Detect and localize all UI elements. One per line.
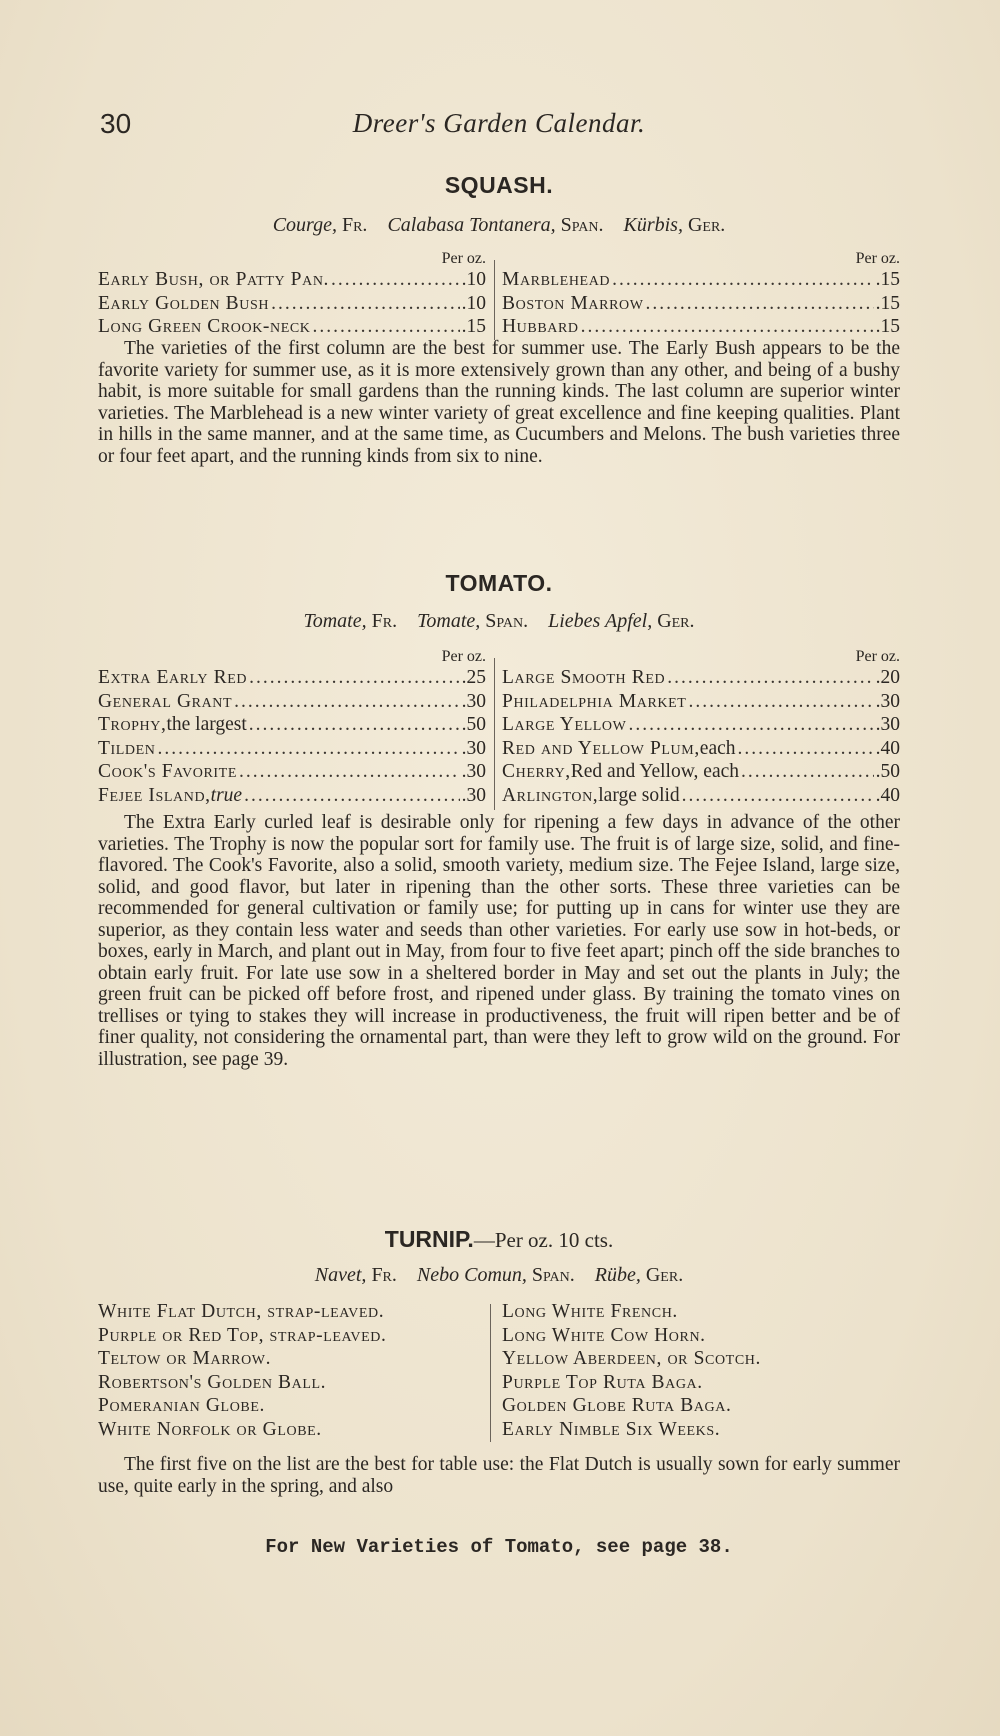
- variety-name: Marblehead: [502, 269, 611, 290]
- column-divider: [494, 260, 495, 340]
- variety-name: Early Bush, or Patty Pan.: [98, 269, 330, 290]
- turnip-lang-fr: Fr.: [371, 1264, 397, 1286]
- variety-note: large solid: [598, 784, 680, 806]
- list-item: Purple or Red Top, strap-leaved.: [98, 1324, 387, 1346]
- squash-lang-fr: Fr.: [341, 214, 368, 236]
- price-row: [502, 690, 900, 714]
- variety-note: the largest: [166, 714, 247, 735]
- squash-foreign-names: [98, 214, 900, 237]
- tomato-lang-fr: Fr.: [371, 610, 398, 632]
- variety-price: .30: [461, 784, 486, 806]
- leader-dots: [581, 315, 874, 339]
- price-row: [502, 713, 900, 737]
- leader-dots: [249, 666, 460, 690]
- leader-dots: [738, 737, 874, 761]
- column-divider: [490, 1304, 491, 1442]
- variety-name: Large Smooth Red: [502, 667, 666, 688]
- variety-price: .15: [461, 316, 486, 337]
- squash-price-table: [98, 250, 900, 340]
- variety-price: .15: [875, 269, 900, 290]
- page-number: 30: [100, 108, 132, 139]
- list-item: Golden Globe Ruta Baga.: [502, 1395, 732, 1416]
- per-oz-label: Per oz.: [441, 648, 486, 665]
- price-row: [502, 666, 900, 690]
- squash-name-span: Calabasa Tontanera,: [387, 214, 556, 236]
- turnip-lang-span: Span.: [531, 1264, 575, 1286]
- tomato-name-ger: Liebes Apfel,: [548, 610, 653, 632]
- turnip-name-ger: Rübe,: [594, 1264, 641, 1286]
- variety-name: Early Golden Bush: [98, 292, 270, 314]
- tomato-lang-ger: Ger.: [657, 610, 695, 632]
- price-row: [98, 315, 486, 339]
- list-item: White Norfolk or Globe.: [98, 1418, 322, 1440]
- variety-note: Red and Yellow, each: [570, 761, 740, 782]
- tomato-left-column: [98, 648, 486, 807]
- leader-dots: [313, 315, 460, 339]
- variety-price: .10: [461, 292, 486, 314]
- turnip-right-list: [502, 1300, 900, 1441]
- variety-name: Red and Yellow Plum,: [502, 737, 700, 759]
- variety-price: .50: [875, 761, 900, 782]
- squash-title: SQUASH.: [444, 172, 554, 198]
- price-row: [98, 292, 486, 316]
- turnip-left-list: [98, 1300, 484, 1441]
- variety-note: each: [699, 737, 736, 759]
- tomato-name-fr: Tomate,: [303, 610, 367, 632]
- price-row: [502, 292, 900, 316]
- list-item: Yellow Aberdeen, or Scotch.: [502, 1348, 761, 1369]
- turnip-heading: [98, 1226, 900, 1253]
- price-row: [502, 784, 900, 808]
- variety-name: Long Green Crook-neck: [98, 316, 311, 337]
- leader-dots: [646, 292, 874, 316]
- variety-name: General Grant: [98, 690, 233, 712]
- leader-dots: [158, 737, 460, 761]
- variety-name: Extra Early Red: [98, 667, 248, 688]
- tomato-title: TOMATO.: [445, 570, 553, 596]
- variety-name: Fejee Island,: [98, 784, 211, 806]
- list-item: Long White Cow Horn.: [502, 1324, 706, 1346]
- list-item: Pomeranian Globe.: [98, 1395, 265, 1416]
- variety-price: .40: [875, 737, 900, 759]
- leader-dots: [271, 292, 460, 316]
- turnip-name-span: Nebo Comun,: [416, 1264, 527, 1286]
- variety-price: .20: [875, 667, 900, 688]
- tomato-description: The Extra Early curled leaf is desirable only for ripening a few days in advance of the other varieties. The Trophy is now the popular sort for family use. The fruit is of large size, solid, and fine-flavored. The Cook's Favorite, also a solid, smooth variety, medium size. The Fejee Island, large size, solid, and good flavor, but later in ripening than the other sorts. These three varieties can be recommended for general cultivation or family use; for putting up in cans for winter use they are superior, as they contain less water and seeds than other varieties. For early use sow in hot-beds, or boxes, early in March, and plant out in May, from four to five feet apart; pinch off the side branches to obtain early fruit. For late use sow in a sheltered border in May and set out the plants in July; the green fruit can be picked off before frost, and ripened under glass. By training the tomato vines on trellises or tying to stakes they will increase in productiveness, the fruit will ripen better and be of finer quality, not considering the ornamental part, than were they left to grow wild on the ground. For illustration, see page 39.: [98, 812, 900, 1070]
- per-oz-label: Per oz.: [855, 250, 900, 267]
- list-item: White Flat Dutch, strap-leaved.: [98, 1301, 385, 1322]
- price-row: [502, 760, 900, 784]
- variety-price: .30: [875, 690, 900, 712]
- running-title: Dreer's Garden Calendar.: [352, 108, 646, 138]
- price-row: [502, 737, 900, 761]
- variety-price: .30: [461, 690, 486, 712]
- price-row: [98, 713, 486, 737]
- variety-name: Hubbard: [502, 316, 579, 337]
- price-row: [98, 760, 486, 784]
- variety-price: .25: [461, 667, 486, 688]
- tomato-name-span: Tomate,: [417, 610, 481, 632]
- turnip-lang-ger: Ger.: [645, 1264, 684, 1286]
- variety-name: Cherry,: [502, 761, 571, 782]
- turnip-name-fr: Navet,: [314, 1264, 367, 1286]
- squash-left-column: [98, 250, 486, 339]
- price-row: [98, 784, 486, 808]
- variety-price: .10: [461, 269, 486, 290]
- variety-price: .15: [875, 292, 900, 314]
- leader-dots: [244, 784, 460, 808]
- variety-price: .30: [875, 714, 900, 735]
- page-header: [98, 108, 900, 144]
- tomato-right-column: [502, 648, 900, 807]
- list-item: Purple Top Ruta Baga.: [502, 1371, 703, 1393]
- variety-price: .30: [461, 737, 486, 759]
- turnip-title: TURNIP.: [384, 1226, 474, 1252]
- turnip-price-note: —Per oz. 10 cts.: [473, 1228, 614, 1252]
- list-item: Teltow or Marrow.: [98, 1348, 272, 1369]
- tomato-foreign-names: [98, 610, 900, 633]
- price-row: [502, 315, 900, 339]
- price-row: [98, 690, 486, 714]
- variety-price: .15: [875, 316, 900, 337]
- squash-lang-ger: Ger.: [687, 214, 726, 236]
- squash-name-fr: Courge,: [272, 214, 337, 236]
- tomato-price-table: [98, 648, 900, 810]
- variety-name: Arlington,: [502, 784, 599, 806]
- leader-dots: [667, 666, 873, 690]
- leader-dots: [741, 760, 874, 784]
- leader-dots: [249, 713, 460, 737]
- variety-name: Tilden: [98, 737, 156, 759]
- leader-dots: [682, 784, 874, 808]
- list-item: Long White French.: [502, 1301, 678, 1322]
- price-row: [98, 268, 486, 292]
- squash-lang-span: Span.: [560, 214, 604, 236]
- variety-price: .40: [875, 784, 900, 806]
- squash-name-ger: Kürbis,: [623, 214, 683, 236]
- leader-dots: [331, 268, 460, 292]
- variety-name: Trophy,: [98, 714, 167, 735]
- squash-right-column: [502, 250, 900, 339]
- variety-note: true: [210, 784, 243, 806]
- variety-name: Boston Marrow: [502, 292, 644, 314]
- tomato-lang-span: Span.: [485, 610, 529, 632]
- list-item: Robertson's Golden Ball.: [98, 1371, 327, 1393]
- variety-name: Philadelphia Market: [502, 690, 687, 712]
- squash-description: The varieties of the first column are the best for summer use. The Early Bush appears to be the favorite variety for summer use, as it is more extensively grown than any other, and being of a bushy habit, is more suitable for small gardens than the running kinds. The last column are superior winter varieties. The Marblehead is a new winter variety of great excellence and fine keeping qualities. Plant in hills in the same manner, and at the same time, as Cucumbers and Melons. The bush varieties three or four feet apart, and the running kinds from six to nine.: [98, 338, 900, 467]
- list-item: Early Nimble Six Weeks.: [502, 1418, 721, 1440]
- leader-dots: [612, 268, 874, 292]
- price-row: [98, 737, 486, 761]
- turnip-foreign-names: [98, 1264, 900, 1287]
- leader-dots: [239, 760, 460, 784]
- leader-dots: [234, 690, 459, 714]
- footer-note: For New Varieties of Tomato, see page 38.: [265, 1536, 733, 1558]
- price-row: [502, 268, 900, 292]
- leader-dots: [628, 713, 873, 737]
- turnip-description: The first five on the list are the best for table use: the Flat Dutch is usually sown for early summer use, quite early in the spring, and also: [98, 1454, 900, 1497]
- per-oz-label: Per oz.: [855, 648, 900, 665]
- per-oz-label: Per oz.: [441, 250, 486, 267]
- variety-name: Cook's Favorite: [98, 761, 237, 782]
- variety-price: .50: [461, 714, 486, 735]
- column-divider: [494, 658, 495, 810]
- variety-name: Large Yellow: [502, 714, 627, 735]
- variety-price: .30: [461, 761, 486, 782]
- leader-dots: [688, 690, 873, 714]
- price-row: [98, 666, 486, 690]
